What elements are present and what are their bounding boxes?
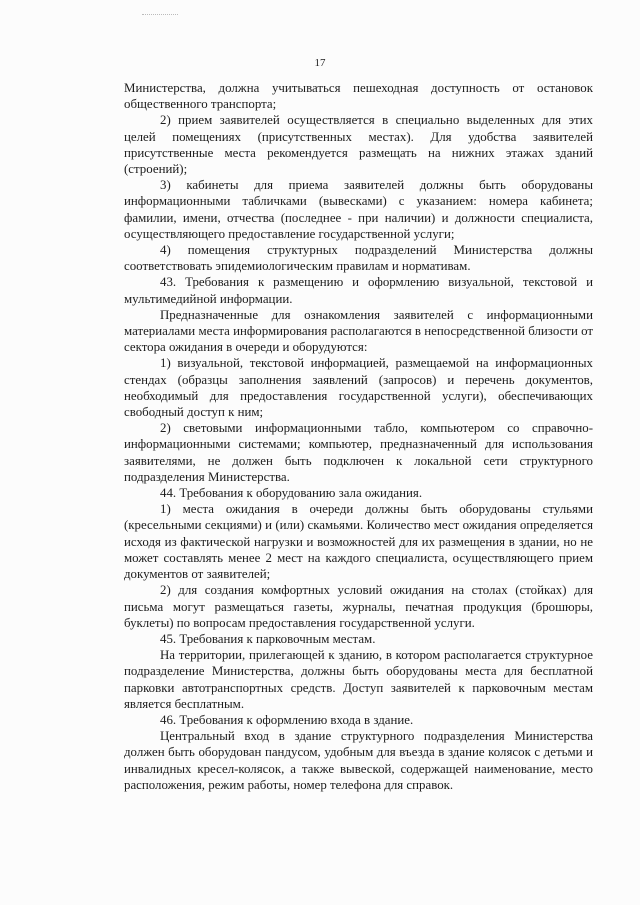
paragraph: 1) места ожидания в очереди должны быть оборудованы стульями (кресельными секциями) и (или) скамьями. Количество мест ожидания определяется исходя из фактической нагрузки и возможностей для их размещения в здании, но не может составлять менее 2 мест на каждого специалиста, осуществляющего прием документов от заявителей; [124, 502, 593, 582]
paragraph: 4) помещения структурных подразделений Министерства должны соответствовать эпидемиологическим правилам и нормативам. [124, 243, 593, 274]
paragraph: 1) визуальной, текстовой информацией, размещаемой на информационных стендах (образцы заполнения заявлений (запросов) и перечень документов, необходимый для предоставления государственной услуги), обеспечивающих свободный доступ к ним; [124, 356, 593, 420]
scan-artifact [142, 14, 178, 17]
paragraph: 2) прием заявителей осуществляется в специально выделенных для этих целей помещениях (присутственных местах). Для удобства заявителей присутственные места рекомендуется размещать на нижних этажах зданий (строений); [124, 113, 593, 177]
paragraph: 45. Требования к парковочным местам. [160, 631, 376, 646]
paragraph: Центральный вход в здание структурного подразделения Министерства должен быть оборудован пандусом, удобным для въезда в здание колясок с детьми и инвалидных кресел-колясок, а также вывеской, содержащей наименование, место расположения, режим работы, номер телефона для справок. [124, 729, 593, 792]
paragraph: Министерства, должна учитываться пешеходная доступность от остановок общественного транспорта; [124, 81, 593, 112]
paragraph: 44. Требования к оборудованию зала ожидания. [160, 486, 423, 501]
paragraph: 2) световыми информационными табло, компьютером со справочно-информационными системами; компьютер, предназначенный для использования заявителями, не должен быть подключен к локальной сети структурного подразделения Министерства. [124, 421, 593, 484]
paragraph: 2) для создания комфортных условий ожидания на столах (стойках) для письма могут размещаться газеты, журналы, печатная продукция (брошюры, буклеты) по вопросам предоставления государственной услуги. [124, 583, 593, 630]
paragraph: Предназначенные для ознакомления заявителей с информационными материалами места информирования располагаются в непосредственной близости от сектора ожидания в очереди и оборудуются: [124, 307, 593, 355]
document-body [124, 80, 593, 793]
paragraph: На территории, прилегающей к зданию, в котором располагается структурное подразделение Министерства, должны быть оборудованы места для бесплатной парковки автотранспортных средств. Доступ заявителей к парковочным местам является бесплатным. [124, 648, 593, 711]
paragraph: 46. Требования к оформлению входа в здание. [160, 712, 414, 727]
paragraph: 3) кабинеты для приема заявителей должны быть оборудованы информационными табличками (вывесками) с указанием: номера кабинета; фамилии, имени, отчества (последнее - при наличии) и должности специалиста, осуществляющего предоставление государственной услуги; [124, 178, 593, 241]
paragraph: 43. Требования к размещению и оформлению визуальной, текстовой и мультимедийной информации. [124, 275, 593, 306]
page-number: 17 [314, 57, 326, 69]
